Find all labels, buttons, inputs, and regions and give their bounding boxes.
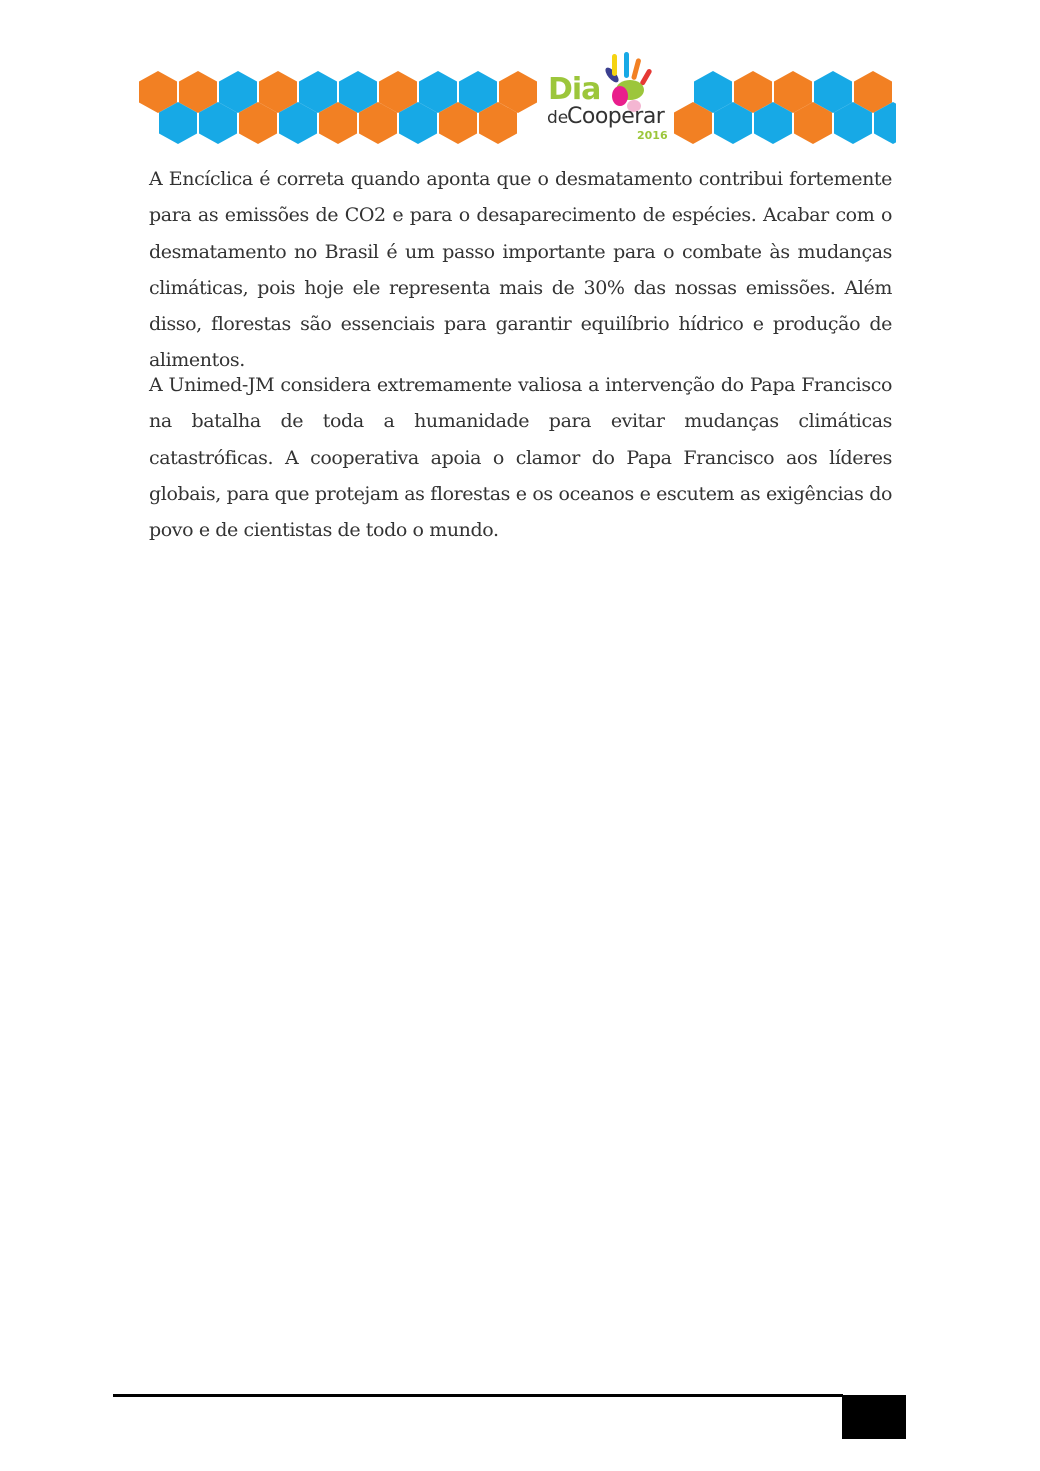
logo-de-text: de: [547, 108, 569, 128]
footer-rule: [113, 1394, 843, 1397]
page-number-box: [842, 1395, 906, 1439]
logo-dia-text: Dia: [548, 72, 601, 107]
paragraph-unimed: A Unimed-JM considera extremamente valiosa a intervenção do Papa Francisco na batalha de toda a humanidade para evitar mudanças climáticas catastróficas. A cooperativa apoia o clamor do Papa Francisco aos líderes globais, para que protejam as florestas e os oceanos e escutem as exigências do povo e de cientistas de todo o mundo.: [149, 374, 892, 542]
paragraph-enciclica: A Encíclica é correta quando aponta que o desmatamento contribui fortemente para as emissões de CO2 e para o desaparecimento de espécies. Acabar com o desmatamento no Brasil é um passo importante para o combate às mudanças climáticas, pois hoje ele representa mais de 30% das nossas emissões. Além disso, florestas são essenciais para garantir equilíbrio hídrico e produção de alimentos.: [149, 168, 892, 372]
logo-year-text: 2016: [637, 129, 668, 142]
logo-cooperar-text: Cooperar: [567, 104, 665, 129]
header-banner-hexagons: [136, 45, 896, 150]
